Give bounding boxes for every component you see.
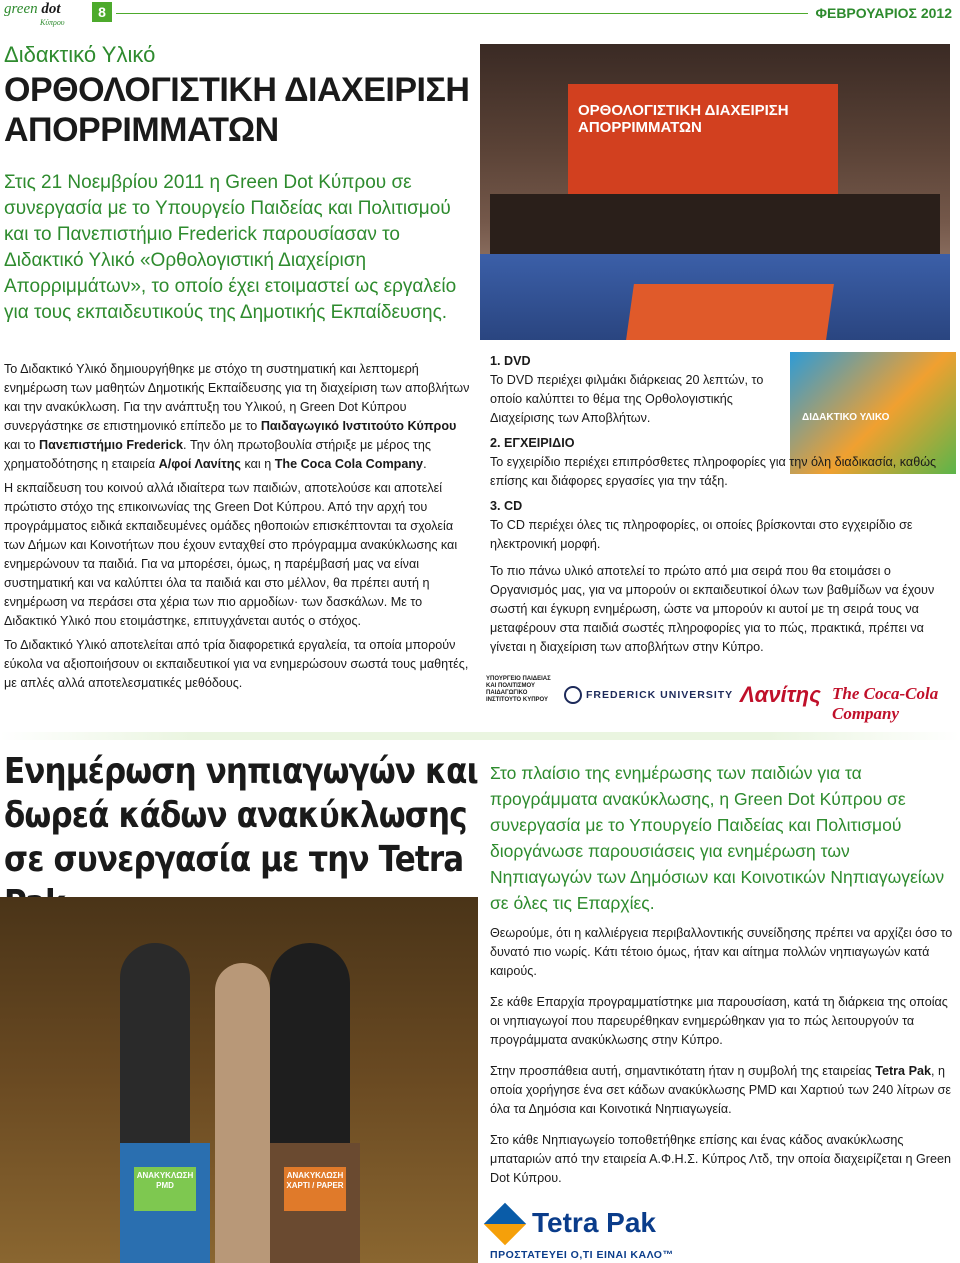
logo-sub: Κύπρου — [40, 18, 65, 27]
header-rule — [116, 13, 808, 14]
bins-photo — [0, 897, 478, 1263]
item-heading: 3. CD — [490, 499, 523, 513]
event-banner — [568, 84, 838, 204]
item-heading: 1. DVD — [490, 354, 531, 368]
lanitis-logo: Λανίτης — [740, 682, 821, 707]
frederick-name: FREDERICK UNIVERSITY — [586, 688, 734, 701]
green-dot-logo — [4, 2, 65, 30]
article2-lead: Στο πλαίσιο της ενημέρωσης των παιδιών για τα προγράμματα ανακύκλωσης, η Green Dot Κύπρου σε συνεργασία με το Υπουργείο Παιδείας και Πολιτισμού διοργάνωσε παρουσιάσεις για ενημέρωση των Νηπιαγωγών των Δημόσιων και Κοινοτικών Νηπιαγωγείων σε όλες τις Επαρχίες. — [490, 763, 945, 913]
bold-run: Παιδαγωγικό Ινστιτούτο Κύπρου — [260, 419, 457, 433]
article-body — [4, 360, 474, 698]
coca-cola-logo: The Coca-Cola Company — [832, 684, 939, 723]
issue-date: ΦΕΒΡΟΥΑΡΙΟΣ 2012 — [815, 5, 952, 21]
bold-run: Α/φοί Λανίτης — [158, 457, 241, 471]
article-title: ΟΡΘΟΛΟΓΙΣΤΙΚΗ ΔΙΑΧΕΙΡΙΣΗ ΑΠΟΡΡΙΜΜΑΤΩΝ — [4, 71, 470, 149]
body-paragraph: Σε κάθε Επαρχία προγραμματίστηκε μια παρουσίαση, κατά τη διάρκεια της οποίας οι νηπιαγωγοί που παρευρέθηκαν ενημερώθηκαν για το πώς λειτουργούν τα προγράμματα ανακύκλωσης στην Κύπρο. — [490, 995, 948, 1047]
article-lead: Στις 21 Νοεμβρίου 2011 η Green Dot Κύπρου σε συνεργασία με το Υπουργείο Παιδείας και Πολιτισμού και το Πανεπιστήμιο Frederick παρουσίασαν το Διδακτικό Υλικό «Ορθολογιστική Διαχείριση Απορριμμάτων», το οποίο έχει ετοιμαστεί ως εργαλείο για τους εκπαιδευτικούς της Δημοτικής Εκπαίδευσης. — [4, 172, 457, 323]
body-paragraph: Η εκπαίδευση του κοινού αλλά ιδιαίτερα των παιδιών, αποτελούσε και αποτελεί πρώτιστο στόχο της επικοινωνίας της Green Dot Κύπρου. Από την αρχή του προγράμματος ειδικά εκπαιδευμένες ομάδες ηθοποιών επισκέπτονται τα σχολεία των Δήμων και Κοινοτήτων που έχουν ενταχθεί στο πρόγραμμα ανακύκλωσης και ενημερώνουν τα παιδιά. Για να μπορέσει, όμως, η παρέμβασή μας να είναι συστηματική και να καλύπτει όλα τα παιδιά και στο μέλλον, θα πρέπει αυτή η ενημέρωση να περάσει στα χέρια των πιο αρμοδίων· των δασκάλων. Με το Διδακτικό Υλικό που ετοιμάστηκε, επιτυγχάνεται αυτός ο στόχος. — [4, 481, 458, 628]
frederick-logo — [564, 686, 733, 704]
logo-word: green — [4, 1, 38, 17]
paper-bin — [270, 1143, 360, 1263]
event-photo — [480, 44, 950, 340]
body-paragraph: Θεωρούμε, ότι η καλλιέργεια περιβαλλοντικής συνείδησης πρέπει να αρχίζει όσο το δυνατό πιο νωρίς. Κάτι τέτοιο όμως, ήταν και αίτημα πολλών νηπιαγωγών κατά καιρούς. — [490, 926, 953, 978]
text-run: Στην προσπάθεια αυτή, σημαντικότατη ήταν η συμβολή της εταιρείας — [490, 1064, 876, 1078]
body-paragraph — [4, 360, 474, 474]
pmd-bin — [120, 1143, 210, 1263]
item-text: Το εγχειρίδιο περιέχει επιπρόσθετες πληροφορίες για την όλη διαδικασία, καθώς επίσης και διάφορες εργασίες για την τάξη. — [490, 455, 937, 488]
tetra-pak-logo — [490, 1205, 730, 1263]
text-run: . — [423, 457, 427, 471]
bin-label: ΑΝΑΚΥΚΛΩΣΗ ΧΑΡΤΙ / PAPER — [284, 1167, 346, 1211]
sponsor-logos — [486, 676, 956, 723]
page-header — [0, 0, 960, 30]
bold-run: Πανεπιστήμιο Frederick — [39, 438, 184, 452]
body-paragraph: Το Διδακτικό Υλικό αποτελείται από τρία διαφορετικά εργαλεία, τα οποία μπορούν εύκολα να αξιοποιήσουν οι εκπαιδευτικοί για να ενημερώσουν σωστά τους μαθητές, με απλές αλλά αποτελεσματικές μεθόδους. — [4, 638, 469, 690]
tetra-pak-mark-icon — [484, 1203, 526, 1245]
article2-title: Ενημέρωση νηπιαγωγών και δωρεά κάδων ανακύκλωσης σε συνεργασία με την Tetra — [4, 751, 478, 880]
article2-body — [490, 924, 956, 1200]
frederick-seal-icon — [564, 686, 582, 704]
ministry-logo: ΥΠΟΥΡΓΕΙΟ ΠΑΙΔΕΙΑΣ ΚΑΙ ΠΟΛΙΤΙΣΜΟΥ ΠΑΙΔΑΓΩΓΙΚΟ ΙΝΣΤΙΤΟΥΤΟ ΚΥΠΡΟΥ — [486, 676, 551, 703]
kit-contents — [490, 352, 956, 663]
page-number: 8 — [92, 2, 112, 22]
section-label: Διδακτικό Υλικό — [4, 42, 156, 67]
text-run: Το Διδακτικό Υλικό δημιουργήθηκε με στόχο τη συστηματική και λεπτομερή ενημέρωση των μαθητών Δημοτικής Εκπαίδευσης για τη διαχείριση των αποβλήτων και την ανακύκλωση. Για την ανάπτυξη του Υλικού, η Green Dot Κύπρου συνεργάστηκε σε επιστημονικό επίπεδο με το — [4, 362, 470, 433]
tetra-pak-name: Tetra Pak — [532, 1207, 656, 1238]
body-paragraph: Στο κάθε Νηπιαγωγείο τοποθετήθηκε επίσης και ένας κάδος ανακύκλωσης μπαταριών από την εταιρεία Α.Φ.Η.Σ. Κύπρος Λτδ, την οποία διαχειρίζεται η Green Dot Κύπρου. — [490, 1133, 951, 1185]
text-run: και το — [4, 438, 40, 452]
item-heading: 2. ΕΓΧΕΙΡΙΔΙΟ — [490, 436, 575, 450]
person — [215, 963, 270, 1263]
text-run: . Την όλη πρωτοβουλία στήριξε με μέρος της χρηματοδότησης η εταιρεία — [4, 438, 431, 471]
bold-run: Tetra Pak — [875, 1064, 931, 1078]
kit-label: ΔΙΔΑΚΤΙΚΟ ΥΛΙΚΟ — [802, 412, 890, 423]
banner-text: ΟΡΘΟΛΟΓΙΣΤΙΚΗ ΔΙΑΧΕΙΡΙΣΗ ΑΠΟΡΡΙΜΜΑΤΩΝ — [578, 102, 789, 136]
tetra-pak-tagline: ΠΡΟΣΤΑΤΕΥΕΙ Ο,ΤΙ ΕΙΝΑΙ ΚΑΛΟ™ — [490, 1249, 674, 1261]
bin-label: ΑΝΑΚΥΚΛΩΣΗ PMD — [134, 1167, 196, 1211]
item-text: Το CD περιέχει όλες τις πληροφορίες, οι οποίες βρίσκονται στο εγχειρίδιο σε ηλεκτρονική μορφή. — [490, 518, 913, 551]
text-run: και η — [240, 457, 275, 471]
closing-paragraph: Το πιο πάνω υλικό αποτελεί το πρώτο από μια σειρά που θα ετοιμάσει ο Οργανισμός μας, για να μπορούν οι εκπαιδευτικοί όλων των βαθμίδων να έχουν σωστή και έγκυρη ενημέρωση, ώστε να μπορούν κι αυτοί με τη σειρά τους να μεταφέρουν στα παιδιά σωστές πληροφορίες για το πώς, πρακτικά, πρέπει να γίνεται η διαχείριση των αποβλήτων στην Κύπρο. — [490, 564, 935, 654]
logo-dot: dot — [41, 1, 61, 17]
section-divider — [0, 732, 960, 740]
body-paragraph — [490, 1062, 956, 1119]
product-box — [626, 284, 834, 340]
item-text: Το DVD περιέχει φιλμάκι διάρκειας 20 λεπτών, το οποίο καλύπτει το θέμα της Ορθολογιστικής Διαχείρισης των Αποβλήτων. — [490, 373, 764, 425]
text-run: , η οποία χορήγησε ένα σετ κάδων ανακύκλωσης PMD και Χαρτιού των 240 λίτρων σε όλα τα Δημόσια και Κοινοτικά Νηπιαγωγεία. — [490, 1064, 952, 1116]
bold-run: The Coca Cola Company — [274, 457, 424, 471]
